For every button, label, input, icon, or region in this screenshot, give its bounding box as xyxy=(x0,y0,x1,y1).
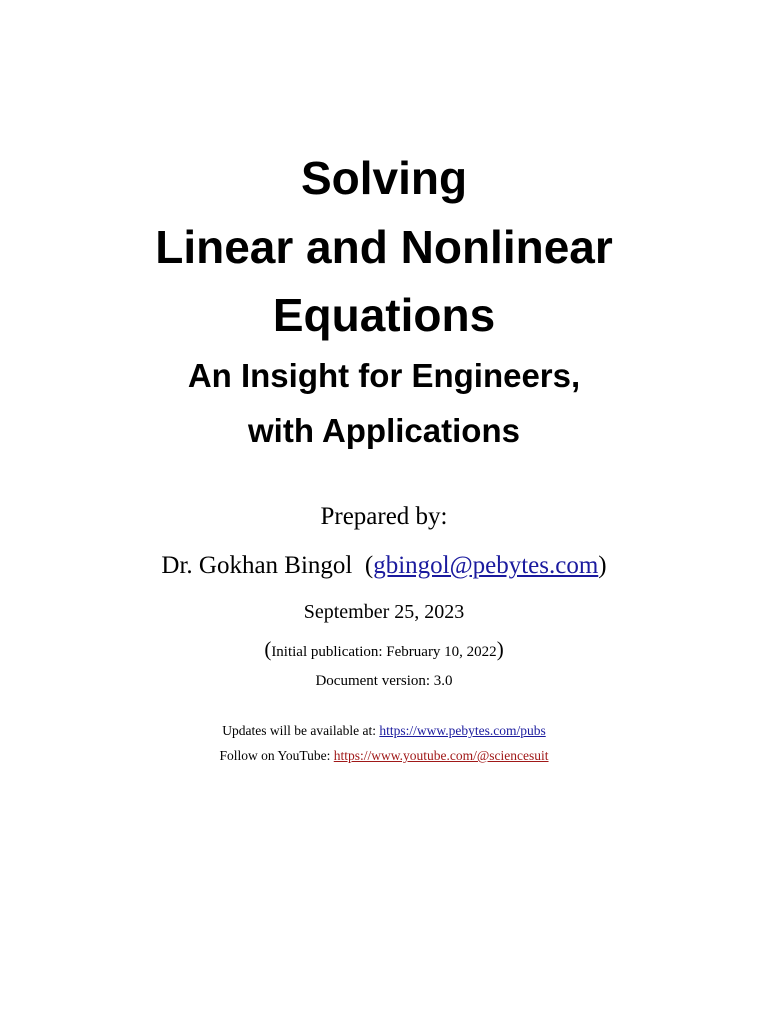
updates-line xyxy=(0,722,768,740)
initial-open-paren: ( xyxy=(264,637,272,661)
youtube-label: Follow on YouTube: xyxy=(219,748,334,763)
subtitle-line-1: An Insight for Engineers, xyxy=(187,357,581,394)
initial-publication-line xyxy=(0,637,768,664)
title-line-2: Linear and Nonlinear xyxy=(155,221,613,273)
updates-label: Updates will be available at: xyxy=(222,723,380,738)
author-line xyxy=(0,551,768,581)
author-close-paren: ) xyxy=(598,552,607,579)
updates-link[interactable]: https://www.pebytes.com/pubs xyxy=(379,723,546,738)
author-open-paren: ( xyxy=(364,552,374,579)
initial-publication-text: Initial publication: February 10, 2022 xyxy=(271,644,497,660)
author-email-link[interactable]: gbingol@pebytes.com xyxy=(373,552,599,579)
document-version: Document version: 3.0 xyxy=(315,673,453,689)
title-line-3: Equations xyxy=(272,289,496,341)
youtube-link[interactable]: https://www.youtube.com/@sciencesuit xyxy=(333,748,549,763)
prepared-by-label: Prepared by: xyxy=(320,503,448,530)
publication-date: September 25, 2023 xyxy=(303,601,465,623)
youtube-line xyxy=(0,747,768,765)
subtitle-line-2: with Applications xyxy=(248,412,520,449)
author-name: Dr. Gokhan Bingol xyxy=(161,552,353,579)
title-line-1: Solving xyxy=(300,152,468,204)
initial-close-paren: ) xyxy=(496,637,504,661)
